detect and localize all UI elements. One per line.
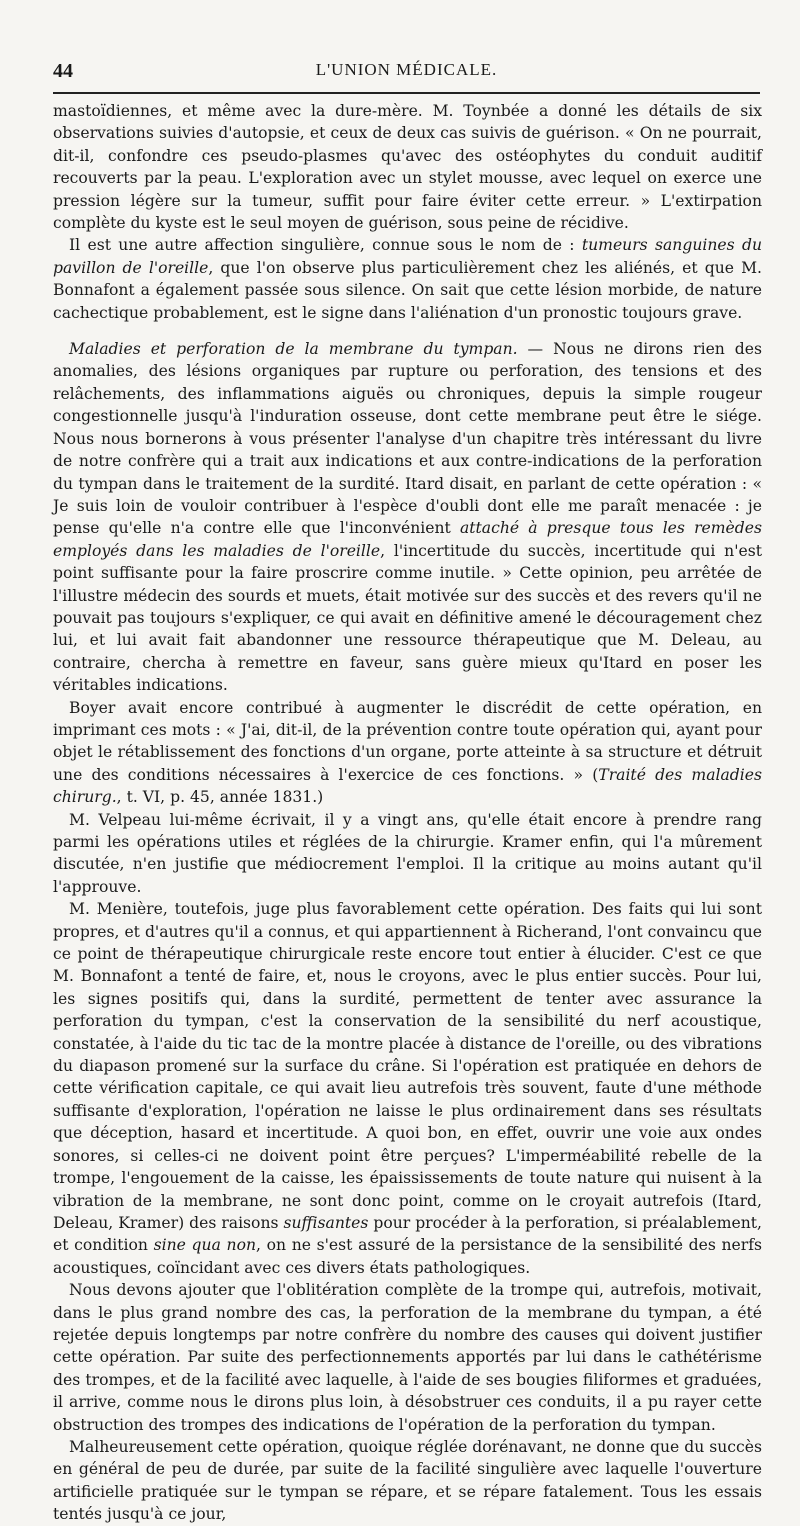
paragraph-8: [53, 1436, 762, 1526]
page-number: 44: [53, 60, 73, 82]
paragraph-2: [53, 234, 762, 324]
italic-text: tumeurs sanguines du pavillon de l'oreille: [53, 236, 762, 277]
paragraph-3: [53, 338, 762, 697]
text-run: pour procéder à la perforation, si préalablement, et condition: [53, 1213, 762, 1255]
paragraph-1: [53, 100, 762, 234]
text-run: , que l'on observe plus particulièrement chez les aliénés, et que M. Bonnafont a également passée sous silence. On sait que cette lésion morbide, de nature cachectique probablement, est le signe dans l'aliénation d'un pronostic toujours grave.: [53, 258, 762, 322]
paragraph-7: [53, 1279, 762, 1436]
italic-text: attaché à presque tous les remèdes employés dans les maladies de l'oreille: [53, 519, 762, 560]
text-run: M. Velpeau lui-même écrivait, il y a vingt ans, qu'elle était encore à prendre rang parmi les opérations utiles et réglées de la chirurgie. Kramer enfin, qui l'a mûrement discutée, n'en justifie que médiocrement l'emploi. Il la critique au moins autant qu'il l'approuve.: [53, 810, 762, 896]
paragraph-6: [53, 898, 762, 1279]
text-run: Malheureusement cette opération, quoique réglée dorénavant, ne donne que du succès en général de peu de durée, par suite de la facilité singulière avec laquelle l'ouverture artificielle pratiquée sur le tympan se répare, et se répare fatalement. Tous les essais tentés jusqu'à ce jour,: [53, 1437, 762, 1524]
paragraph-5: [53, 809, 762, 899]
italic-text: Maladies et perforation de la membrane du tympan.: [69, 340, 518, 359]
text-run: Nous devons ajouter que l'oblitération complète de la trompe qui, autrefois, motivait, dans le plus grand nombre des cas, la perforation de la membrane du tympan, a été rejetée depuis longtemps par notre confrère du nombre des causes qui doivent justifier cette opération. Par suite des perfectionnements apportés par lui dans le cathétérisme des trompes, et de la facilité avec laquelle, à l'aide de ses bougies filiformes et graduées, il arrive, comme nous le dirons plus loin, à désobstruer ces conduits, il a pu rayer cette obstruction des trompes des indications de l'opération de la perforation du tympan.: [53, 1281, 762, 1434]
text-run: , t. VI, p. 45, année 1831.): [116, 788, 324, 807]
text-run: mastoïdiennes, et même avec la dure-mère. M. Toynbée a donné les détails de six observations suivies d'autopsie, et ceux de deux cas suivis de guérison. « On ne pourrait, dit-il, confondre ces pseudo-plasmes qu'avec des ostéophytes du conduit auditif recouverts par la peau. L'exploration avec un stylet mousse, avec lequel on exerce une pression légère sur la tumeur, suffit pour faire éviter cette erreur. » L'extirpation complète du kyste est le seul moyen de guérison, sous peine de récidive.: [53, 102, 762, 233]
text-run: M. Menière, toutefois, juge plus favorablement cette opération. Des faits qui lui sont propres, et d'autres qu'il a connus, et qui appartiennent à Richerand, l'ont convaincu que ce point de thérapeutique chirurgicale reste encore tout entier à élucider. C'est ce que M. Bonnafont a tenté de faire, et, nous le croyons, avec le plus entier succès. Pour lui, les signes positifs qui, dans la surdité, permettent de tenter avec assurance la perforation du tympan, c'est la conservation de la sensibilité du nerf acoustique, constatée, à l'aide du tic tac de la montre placée à distance de l'oreille, ou des vibrations du diapason promené sur la surface du crâne. Si l'opération est pratiquée en dehors de cette vérification capitale, ce qui avait lieu autrefois très souvent, faute d'une méthode suffisante d'exploration, l'opération ne laisse le plus ordinairement dans ses résultats que déception, hasard et incertitude. A quoi bon, en effet, ouvrir une voie aux ondes sonores, si celles-ci ne doivent point être perçues? L'imperméabilité rebelle de la trompe, l'engouement de la caisse, les épaississements de toute nature qui nuisent à la vibration de la membrane, ne sont donc point, comme on le croyait autrefois (Itard, Deleau, Kramer) des raisons: [53, 900, 762, 1232]
paragraph-4: [53, 697, 762, 809]
text-run: , l'incertitude du succès, incertitude qui n'est point suffisante pour la faire proscrire comme inutile. » Cette opinion, peu arrêtée de l'illustre médecin des sourds et muets, était motivée sur des succès et des revers qu'il ne pouvait pas toujours s'expliquer, ce qui avait en définitive amené le découragement chez lui, et lui avait fait abandonner une ressource thérapeutique que M. Deleau, au contraire, chercha à remettre en faveur, sans guère mieux qu'Itard en poser les véritables indications.: [53, 541, 762, 695]
text-run: , on ne s'est assuré de la persistance de la sensibilité des nerfs acoustiques, coïncidant avec ces divers états pathologiques.: [53, 1236, 762, 1277]
italic-text: Traité des maladies chirurg.: [53, 765, 762, 807]
body-text: [53, 100, 762, 1526]
text-run: Il est une autre affection singulière, connue sous le nom de :: [69, 236, 582, 255]
italic-text: sine qua non: [153, 1236, 257, 1255]
text-run: — Nous ne dirons rien des anomalies, des lésions organiques par rupture ou perforation, des tensions et des relâchements, des inflammations aiguës ou chroniques, depuis la simple rougeur congestionnelle jusqu'à l'induration osseuse, dont cette membrane peut être le siége. Nous nous bornerons à vous présenter l'analyse d'un chapitre très intéressant du livre de notre confrère qui a trait aux indications et aux contre-indications de la perforation du tympan dans le traitement de la surdité. Itard disait, en parlant de cette opération : « Je suis loin de vouloir contribuer à l'espèce d'oubli dont elle me paraît menacée : je pense qu'elle n'a contre elle que l'inconvénient: [53, 340, 762, 538]
text-run: Boyer avait encore contribué à augmenter le discrédit de cette opération, en imprimant ces mots : « J'ai, dit-il, de la prévention contre toute opération qui, ayant pour objet le rétablissement des fonctions d'un organe, porte atteinte à sa structure et détruit une des conditions nécessaires à l'exercice de ces fonctions. » (: [53, 698, 762, 784]
italic-text: suffisantes: [283, 1213, 369, 1232]
page-header: [53, 0, 760, 84]
running-title: L'UNION MÉDICALE.: [315, 60, 498, 79]
header-rule: [53, 92, 760, 94]
